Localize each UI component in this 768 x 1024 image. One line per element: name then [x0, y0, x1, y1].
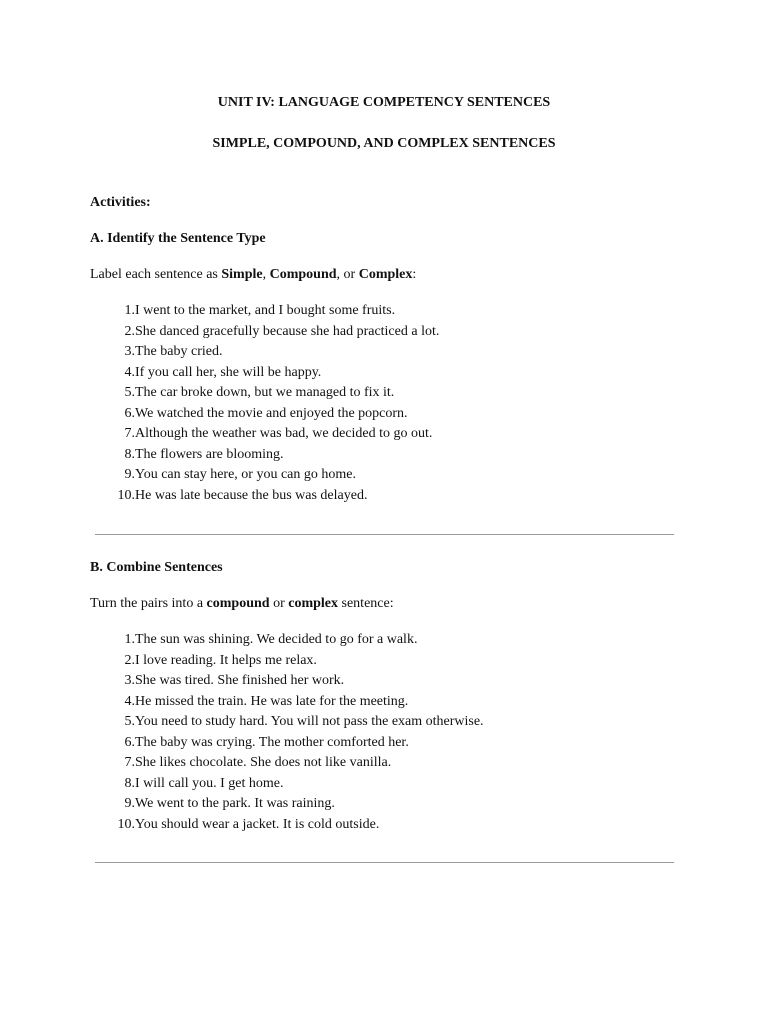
term-compound: Compound: [269, 267, 337, 282]
section-divider: [95, 534, 674, 535]
instruction-text: ,: [262, 267, 270, 282]
instruction-text: :: [412, 267, 417, 282]
item-number: 5.: [124, 385, 135, 400]
item-number: 8.: [124, 775, 135, 791]
item-number: 1.: [124, 632, 135, 647]
item-number: 1.: [124, 303, 135, 318]
item-number: 3.: [124, 344, 135, 359]
item-text: She likes chocolate. She does not like vanilla.: [135, 755, 392, 770]
item-number: 2.: [124, 323, 135, 339]
list-item: [90, 343, 223, 364]
term-simple: Simple: [221, 267, 263, 282]
section-b-list: [90, 631, 484, 836]
list-item: [90, 302, 396, 323]
item-text: I went to the market, and I bought some fruits.: [135, 303, 396, 318]
list-item: [90, 631, 418, 652]
item-text: The baby was crying. The mother comforted her.: [135, 734, 409, 750]
item-number: 6.: [124, 405, 135, 421]
instruction-text: , or: [336, 267, 359, 282]
item-number: 8.: [124, 446, 135, 462]
item-text: If you call her, she will be happy.: [135, 364, 322, 380]
item-number: 5.: [124, 714, 135, 729]
item-number: 10.: [117, 487, 135, 503]
item-text: He was late because the bus was delayed.: [135, 487, 368, 503]
item-text: The baby cried.: [135, 344, 223, 359]
item-number: 4.: [124, 364, 135, 380]
list-item: [90, 816, 380, 837]
item-text: We watched the movie and enjoyed the popcorn.: [135, 405, 408, 421]
section-divider: [95, 862, 674, 863]
term-complex: Complex: [358, 267, 413, 282]
activities-label: Activities:: [90, 195, 151, 210]
list-item: [90, 384, 395, 405]
item-text: We went to the park. It was raining.: [135, 796, 335, 811]
term-compound: compound: [206, 596, 270, 611]
item-text: The car broke down, but we managed to fix it.: [135, 385, 395, 400]
item-number: 4.: [124, 693, 135, 709]
instruction-text: Turn the pairs into a: [90, 596, 207, 611]
section-b-instruction: [90, 595, 394, 613]
section-b-heading: B. Combine Sentences: [90, 560, 223, 575]
list-item: [90, 775, 284, 796]
list-item: [90, 446, 284, 467]
instruction-text: sentence:: [338, 596, 394, 611]
item-number: 6.: [124, 734, 135, 750]
section-a-instruction: [90, 266, 416, 284]
list-item: [90, 405, 408, 426]
item-text: She danced gracefully because she had practiced a lot.: [135, 323, 440, 339]
item-number: 9.: [124, 467, 135, 482]
list-item: [90, 323, 440, 344]
item-number: 10.: [117, 816, 135, 832]
instruction-text: or: [269, 596, 289, 611]
document-subtitle: SIMPLE, COMPOUND, AND COMPLEX SENTENCES: [212, 136, 556, 151]
list-item: [90, 713, 484, 734]
list-item: [90, 487, 368, 508]
list-item: [90, 734, 409, 755]
item-text: I love reading. It helps me relax.: [135, 652, 317, 668]
list-item: [90, 754, 392, 775]
list-item: [90, 652, 317, 673]
list-item: [90, 672, 345, 693]
item-text: The sun was shining. We decided to go for a walk.: [135, 632, 418, 647]
list-item: [90, 364, 322, 385]
item-text: The flowers are blooming.: [135, 446, 284, 462]
item-number: 9.: [124, 796, 135, 811]
item-number: 7.: [124, 426, 135, 441]
item-text: I will call you. I get home.: [135, 775, 284, 791]
instruction-text: Label each sentence as: [90, 267, 222, 282]
unit-title: UNIT IV: LANGUAGE COMPETENCY SENTENCES: [217, 95, 551, 110]
item-text: You can stay here, or you can go home.: [135, 467, 356, 482]
list-item: [90, 425, 433, 446]
section-a-heading: A. Identify the Sentence Type: [90, 231, 266, 246]
list-item: [90, 795, 335, 816]
term-complex: complex: [288, 596, 339, 611]
item-number: 3.: [124, 673, 135, 688]
list-item: [90, 693, 409, 714]
item-text: You should wear a jacket. It is cold outside.: [135, 816, 380, 832]
item-text: You need to study hard. You will not pass the exam otherwise.: [135, 714, 484, 729]
section-a-list: [90, 302, 440, 507]
list-item: [90, 466, 356, 487]
item-text: He missed the train. He was late for the meeting.: [135, 693, 409, 709]
item-text: Although the weather was bad, we decided to go out.: [135, 426, 433, 441]
item-text: She was tired. She finished her work.: [135, 673, 345, 688]
item-number: 2.: [124, 652, 135, 668]
item-number: 7.: [124, 755, 135, 770]
